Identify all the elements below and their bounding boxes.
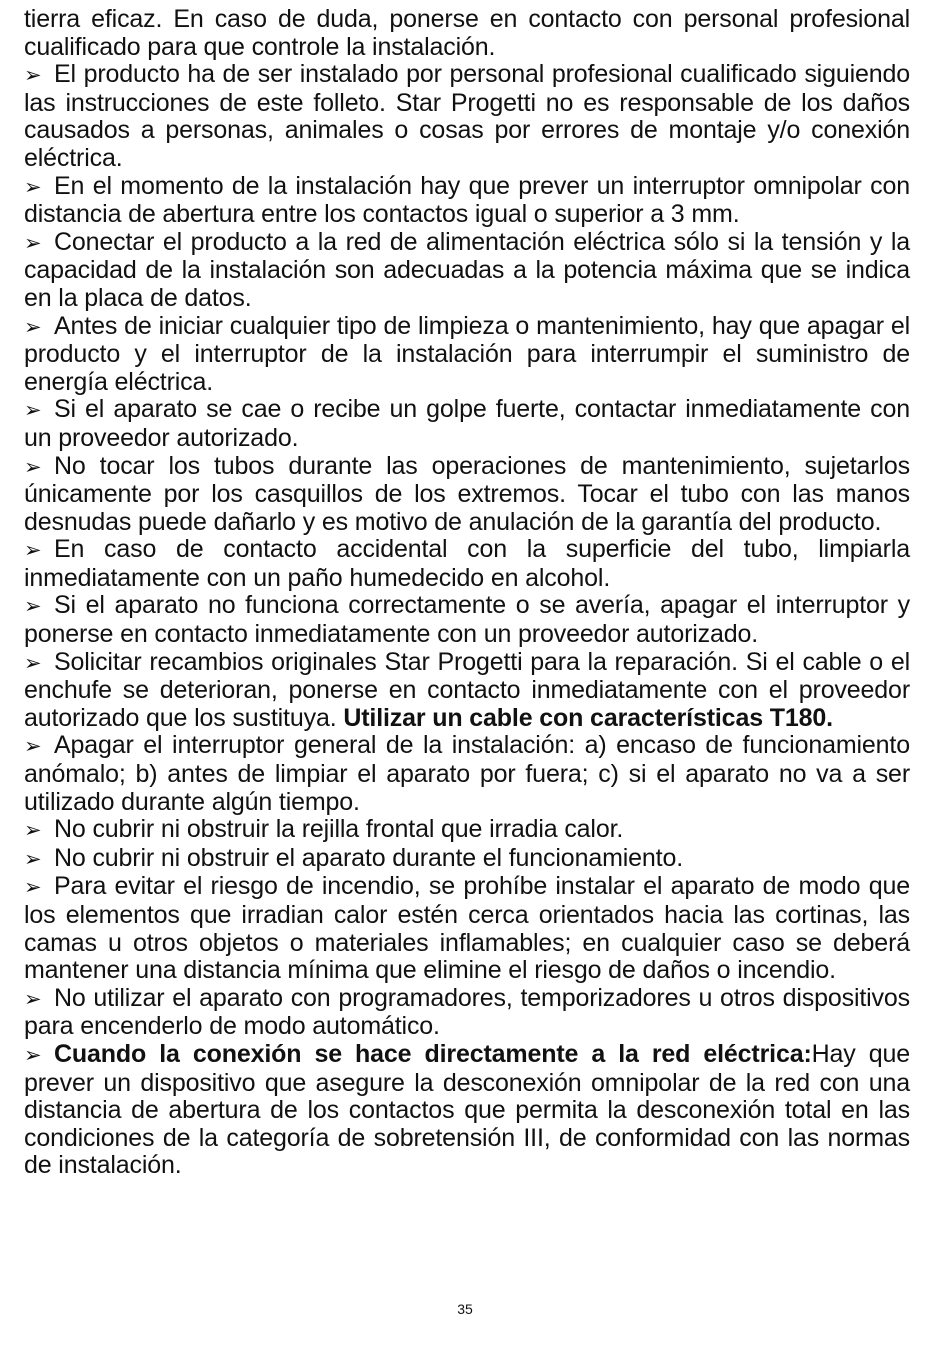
- list-item: [24, 985, 910, 1041]
- arrow-bullet-icon: ➢: [24, 818, 42, 843]
- list-item: [24, 845, 910, 874]
- list-item: [24, 396, 910, 452]
- list-item-text: Solicitar recambios originales Star Progetti para la reparación. Si el cable o el enchufe se deterioran, ponerse en contacto inmediatamente con el proveedor autorizado que los sustituya.: [24, 647, 910, 732]
- list-item-text: En el momento de la instalación hay que prever un interruptor omnipolar con distancia de abertura entre los contactos igual o superior a 3 mm.: [24, 171, 910, 229]
- list-item-text: Antes de iniciar cualquier tipo de limpieza o mantenimiento, hay que apagar el producto y el interruptor de la instalación para interrumpir el suministro de energía eléctrica.: [24, 311, 910, 396]
- list-item-text: El producto ha de ser instalado por personal profesional cualificado siguiendo las instrucciones de este folleto. Star Progetti no es responsable de los daños causados a personas, animales o cosas por errores de montaje y/o conexión eléctrica.: [24, 60, 910, 172]
- list-item-text: No cubrir ni obstruir el aparato durante el funcionamiento.: [54, 843, 684, 872]
- list-item: [24, 592, 910, 648]
- list-item-bold-text: Utilizar un cable con características T180.: [343, 703, 833, 732]
- arrow-bullet-icon: ➢: [24, 174, 42, 199]
- list-item-text: Apagar el interruptor general de la instalación: a) encaso de funcionamiento anómalo; b) antes de limpiar el aparato por fuera; c) si el aparato no va a ser utilizado durante algún tiempo.: [24, 731, 910, 816]
- list-item-text: No cubrir ni obstruir la rejilla frontal que irradia calor.: [54, 815, 624, 844]
- arrow-bullet-icon: ➢: [24, 734, 42, 759]
- arrow-bullet-icon: ➢: [24, 398, 42, 423]
- list-item-bold-text: Cuando la conexión se hace directamente a la red eléctrica:: [54, 1039, 812, 1068]
- arrow-bullet-icon: ➢: [24, 846, 42, 871]
- list-item-text: Para evitar el riesgo de incendio, se prohíbe instalar el aparato de modo que los elementos que irradian calor estén cerca orientados hacia las cortinas, las camas u otros objetos o materiales inflamables; en cualquier caso se deberá mantener una distancia mínima que elimine el riesgo de daños o incendio.: [24, 872, 910, 985]
- list-item: [24, 536, 910, 592]
- document-body: [24, 6, 910, 1180]
- arrow-bullet-icon: ➢: [24, 875, 42, 900]
- arrow-bullet-icon: ➢: [24, 986, 42, 1011]
- arrow-bullet-icon: ➢: [24, 314, 42, 339]
- list-item: [24, 61, 910, 172]
- list-item: [24, 453, 910, 537]
- list-item: [24, 816, 910, 845]
- arrow-bullet-icon: ➢: [24, 594, 42, 619]
- arrow-bullet-icon: ➢: [24, 650, 42, 675]
- list-item: [24, 732, 910, 816]
- list-item-text: No utilizar el aparato con programadores, temporizadores u otros dispositivos para encenderlo de modo automático.: [24, 983, 910, 1041]
- list-item: [24, 313, 910, 397]
- list-item: [24, 173, 910, 229]
- list-item: [24, 1041, 910, 1180]
- arrow-bullet-icon: ➢: [24, 1042, 42, 1067]
- list-item: [24, 229, 910, 313]
- list-item: [24, 873, 910, 984]
- list-item-text: En caso de contacto accidental con la superficie del tubo, limpiarla inmediatamente con un paño humedecido en alcohol.: [24, 535, 910, 592]
- arrow-bullet-icon: ➢: [24, 538, 42, 563]
- list-item-text: Hay que prever un dispositivo que asegure la desconexión omnipolar de la red con una distancia de abertura de los contactos que permita la desconexión total en las condiciones de la categoría de sobretensión III, de conformidad con las normas de instalación.: [24, 1039, 910, 1180]
- list-item-text: Conectar el producto a la red de alimentación eléctrica sólo si la tensión y la capacidad de la instalación son adecuadas a la potencia máxima que se indica en la placa de datos.: [24, 227, 910, 312]
- arrow-bullet-icon: ➢: [24, 230, 42, 255]
- list-item-text: No tocar los tubos durante las operaciones de mantenimiento, sujetarlos únicamente por los casquillos de los extremos. Tocar el tubo con las manos desnudas puede dañarlo y es motivo de anulación de la garantía del producto.: [24, 451, 910, 536]
- arrow-bullet-icon: ➢: [24, 63, 42, 88]
- page-number: 35: [457, 1301, 473, 1317]
- intro-paragraph: tierra eficaz. En caso de duda, ponerse en contacto con personal profesional cualificado para que controle la instalación.: [24, 5, 910, 61]
- list-item: [24, 649, 910, 733]
- list-item-text: Si el aparato no funciona correctamente o se avería, apagar el interruptor y ponerse en contacto inmediatamente con un proveedor autorizado.: [24, 591, 910, 649]
- arrow-bullet-icon: ➢: [24, 454, 42, 479]
- list-item-text: Si el aparato se cae o recibe un golpe fuerte, contactar inmediatamente con un proveedor autorizado.: [24, 395, 910, 452]
